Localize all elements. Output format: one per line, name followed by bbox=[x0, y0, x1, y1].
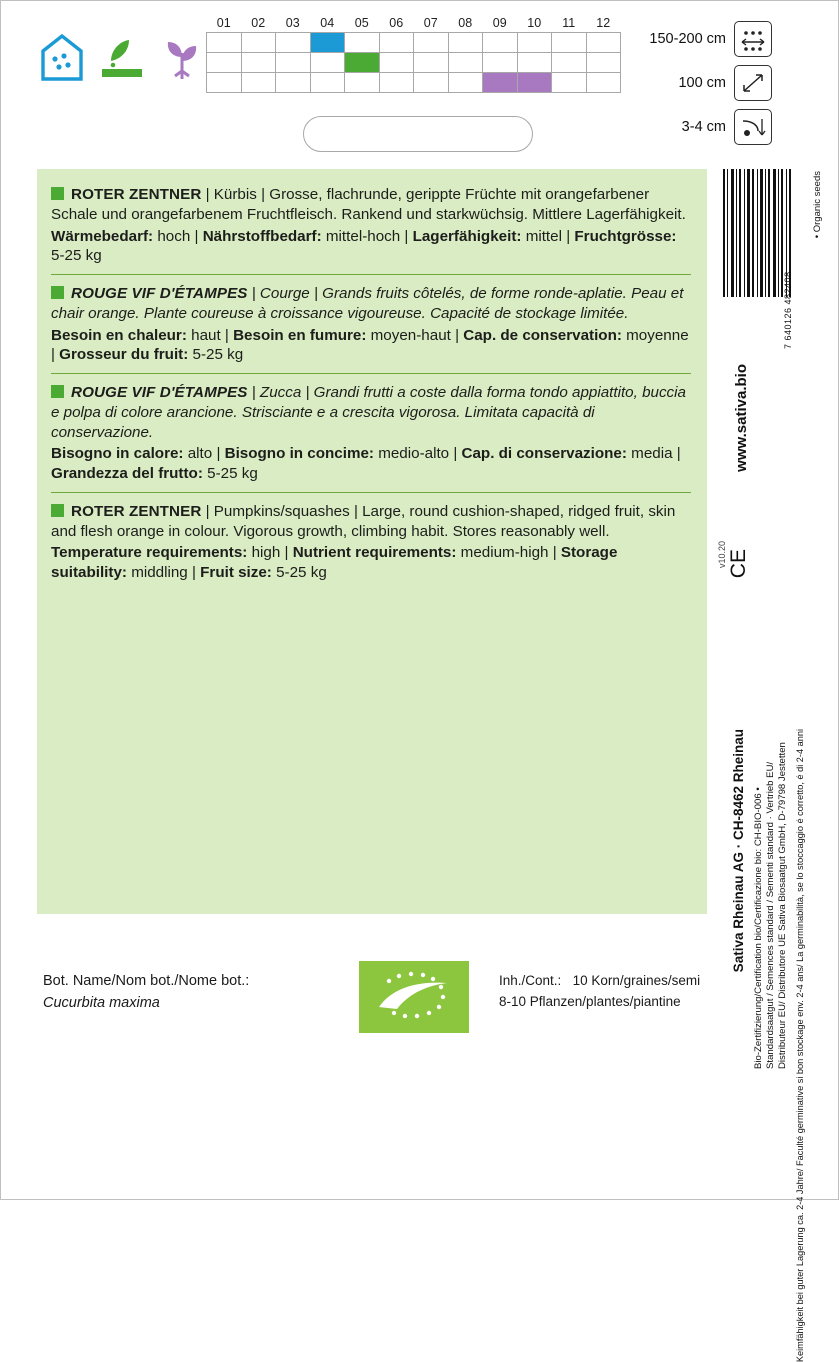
month-label: 11 bbox=[552, 14, 587, 33]
calendar-cell bbox=[483, 33, 518, 53]
calendar-cell bbox=[414, 53, 449, 73]
calendar-cell bbox=[345, 33, 380, 53]
calendar-cell bbox=[207, 33, 242, 53]
fact-label: Temperature requirements: bbox=[51, 544, 248, 562]
blank-label-field bbox=[303, 116, 533, 152]
calendar-header-row bbox=[207, 14, 621, 33]
spacing-label: 100 cm bbox=[678, 75, 726, 91]
fact-label: Wärmebedarf: bbox=[51, 227, 154, 245]
fact-label: Besoin en chaleur: bbox=[51, 326, 187, 344]
fact-label: Cap. de conservation: bbox=[463, 326, 622, 344]
planting-icon bbox=[159, 31, 205, 88]
fact-value: 5-25 kg bbox=[51, 247, 102, 265]
month-label: 04 bbox=[310, 14, 345, 33]
fact-value: moyen-haut bbox=[370, 326, 451, 344]
content-info bbox=[499, 971, 700, 1013]
calendar-cell bbox=[310, 73, 345, 93]
calendar-cell bbox=[517, 53, 552, 73]
description-text: Grands fruits côtelés, de forme ronde-aplatie. Peau et chair orange. Plante coureuse à croissance vigoureuse. Capacité de stockage limitée. bbox=[51, 285, 684, 322]
website-link[interactable]: www.sativa.bio bbox=[733, 364, 750, 472]
botanical-name-label: Bot. Name/Nom bot./Nome bot.: bbox=[43, 973, 250, 989]
spacing-row-row-distance bbox=[638, 19, 838, 59]
fact-value: media bbox=[631, 445, 673, 463]
greenhouse-sowing-icon bbox=[39, 31, 85, 88]
fact-value: hoch bbox=[157, 227, 191, 245]
fact-value: moyenne bbox=[626, 326, 689, 344]
variety-description: ROTER ZENTNER | Pumpkins/squashes | Large, round cushion-shaped, ridged fruit, skin and flesh orange in colour. Vigorous growth, climbing habit. Stores reasonably well. bbox=[51, 502, 676, 540]
variety-name: ROTER ZENTNER bbox=[71, 502, 202, 520]
language-block-it bbox=[51, 373, 691, 492]
fact-value: alto bbox=[187, 445, 213, 463]
spacing-row-plant-distance bbox=[638, 63, 838, 103]
calendar-cell bbox=[552, 73, 587, 93]
fact-value: 5-25 kg bbox=[207, 465, 258, 482]
description-text: Grosse, flachrunde, gerippte Früchte mit orangefarbener Schale und orangefarbenem Fruchtfleisch. Rankend und starkwüchsig. Mittlere Lagerfähigkeit. bbox=[51, 186, 686, 223]
calendar-cell bbox=[552, 33, 587, 53]
plant-spacing-icon bbox=[734, 65, 772, 101]
calendar-cell bbox=[517, 33, 552, 53]
calendar-row-harvest bbox=[207, 73, 621, 93]
sowing-depth-icon bbox=[734, 109, 772, 145]
month-label: 10 bbox=[517, 14, 552, 33]
calendar-cell bbox=[586, 53, 621, 73]
calendar-cell-filled bbox=[483, 73, 518, 93]
fact-label: Bisogno in calore: bbox=[51, 445, 184, 463]
fact-value: mittel-hoch bbox=[325, 227, 401, 245]
calendar-cell bbox=[483, 53, 518, 73]
variety-name: ROUGE VIF D'ÉTAMPES bbox=[71, 285, 248, 302]
calendar-cell bbox=[414, 73, 449, 93]
fact-label: Grosseur du fruit: bbox=[59, 346, 189, 364]
variety-name: ROTER ZENTNER bbox=[71, 186, 202, 203]
fact-value: medio-alto bbox=[378, 445, 450, 463]
fact-list: Besoin en chaleur: haut | Besoin en fumure: moyen-haut | Cap. de conservation: moyenne | Grosseur du fruit: 5-25 kg bbox=[51, 326, 689, 364]
barcode-number: 7 640126 482408 bbox=[783, 271, 793, 349]
fact-value: haut bbox=[191, 326, 221, 344]
fact-label: Besoin en fumure: bbox=[233, 326, 367, 344]
calendar-cell-filled bbox=[517, 73, 552, 93]
crop-name: Kürbis bbox=[213, 186, 257, 203]
calendar-cell bbox=[379, 53, 414, 73]
calendar-cell bbox=[586, 33, 621, 53]
month-label: 09 bbox=[483, 14, 518, 33]
fact-value: middling bbox=[131, 564, 188, 581]
calendar-cell bbox=[276, 33, 311, 53]
fact-label: Fruchtgrösse: bbox=[574, 227, 677, 245]
crop-name: Pumpkins/squashes bbox=[213, 502, 350, 520]
calendar-cell bbox=[241, 73, 276, 93]
language-block-en bbox=[51, 492, 691, 591]
fact-label: Lagerfähigkeit: bbox=[412, 227, 522, 245]
calendar-cell bbox=[276, 53, 311, 73]
fact-label: Cap. di conservazione: bbox=[461, 445, 627, 463]
content-value: 10 Korn/graines/semi bbox=[572, 973, 701, 988]
month-label: 02 bbox=[241, 14, 276, 33]
calendar-cell bbox=[345, 73, 380, 93]
calendar-cell bbox=[448, 73, 483, 93]
calendar-cell bbox=[241, 33, 276, 53]
calendar-cell-filled bbox=[310, 33, 345, 53]
calendar-cell bbox=[207, 53, 242, 73]
calendar-cell bbox=[448, 53, 483, 73]
language-block-fr bbox=[51, 274, 691, 373]
calendar-cell bbox=[207, 73, 242, 93]
germination-note: Keimfähigkeit bei guter Lagerung ca. 2-4 Jahre/ Faculté germinative si bon stockage env. 2-4 ans/ La germinabilità, se lo stoccaggio é corretto, é di 2-4 anni bbox=[795, 729, 805, 1362]
bullet-square-icon bbox=[51, 385, 64, 398]
ce-mark: CE bbox=[727, 549, 750, 579]
content-label: Inh./Cont.: bbox=[499, 973, 562, 988]
outdoor-sowing-icon bbox=[99, 31, 145, 88]
eu-organic-leaf-logo bbox=[359, 961, 469, 1033]
fact-value: high bbox=[251, 544, 281, 562]
fact-value: mittel bbox=[525, 227, 562, 245]
month-label: 12 bbox=[586, 14, 621, 33]
version-code: v10.20 bbox=[717, 541, 727, 569]
month-label: 07 bbox=[414, 14, 449, 33]
spacing-row-sowing-depth bbox=[638, 107, 838, 147]
calendar-cell bbox=[414, 33, 449, 53]
variety-description: ROTER ZENTNER | Kürbis | Grosse, flachrunde, gerippte Früchte mit orangefarbener Schale und orangefarbenem Fruchtfleisch. Rankend und starkwüchsig. Mittlere Lagerfähigkeit. bbox=[51, 186, 686, 223]
spacing-label: 150-200 cm bbox=[649, 31, 726, 47]
plants-value: 8-10 Pflanzen/plantes/piantine bbox=[499, 993, 681, 1009]
fact-value: 5-25 kg bbox=[276, 564, 327, 581]
fact-list: Bisogno in calore: alto | Bisogno in concime: medio-alto | Cap. di conservazione: media | Grandezza del frutto: 5-25 kg bbox=[51, 445, 681, 482]
crop-name: Courge bbox=[259, 285, 310, 302]
calendar-row-sow-indoors bbox=[207, 33, 621, 53]
calendar-row-plant-out bbox=[207, 53, 621, 73]
variety-name: ROUGE VIF D'ÉTAMPES bbox=[71, 384, 248, 401]
sowing-method-icons bbox=[39, 31, 205, 88]
variety-description: ROUGE VIF D'ÉTAMPES | Zucca | Grandi frutti a coste dalla forma tondo appiattito, buccia e polpa di colore arancione. Strisciante e a crescita vigorosa. Limitata capacità di conservazione. bbox=[51, 384, 686, 441]
calendar-cell bbox=[276, 73, 311, 93]
spacing-info bbox=[638, 19, 838, 151]
calendar-cell bbox=[379, 73, 414, 93]
fact-value: medium-high bbox=[460, 544, 549, 562]
description-text: Grandi frutti a coste dalla forma tondo appiattito, buccia e polpa di colore arancione. Strisciante e a crescita vigorosa. Limitata capacità di conservazione. bbox=[51, 384, 686, 441]
variety-description: ROUGE VIF D'ÉTAMPES | Courge | Grands fruits côtelés, de forme ronde-aplatie. Peau et chair orange. Plante coureuse à croissance vigoureuse. Capacité de stockage limitée. bbox=[51, 285, 684, 322]
calendar-cell bbox=[379, 33, 414, 53]
side-info-strip bbox=[713, 169, 833, 1362]
language-block-de bbox=[51, 183, 691, 274]
fact-label: Nutrient requirements: bbox=[292, 544, 457, 562]
fact-value: 5-25 kg bbox=[192, 346, 244, 364]
footer-section bbox=[37, 961, 717, 1071]
botanical-name bbox=[43, 971, 249, 1015]
row-spacing-icon bbox=[734, 21, 772, 57]
top-section bbox=[1, 1, 839, 161]
fact-label: Storage suitability: bbox=[51, 544, 618, 581]
calendar-cell bbox=[241, 53, 276, 73]
calendar-cell bbox=[552, 53, 587, 73]
fact-label: Fruit size: bbox=[200, 564, 272, 581]
month-label: 06 bbox=[379, 14, 414, 33]
calendar-cell bbox=[448, 33, 483, 53]
fact-label: Bisogno in concime: bbox=[224, 445, 374, 463]
calendar-cell bbox=[586, 73, 621, 93]
certification-note: Bio-Zertifizierung/Certification bio/Certificazione bio: CH-BIO-006 • Standardsaatgut / Semences standard / Sementi standard · Vertrieb EU/ Distributeur EU/ Distributore UE Sativa Biosaatgut GmbH, D-79798 Jestetten bbox=[753, 742, 788, 1069]
calendar-table bbox=[206, 13, 621, 93]
botanical-name-value: Cucurbita maxima bbox=[43, 994, 160, 1011]
fact-list: Wärmebedarf: hoch | Nährstoffbedarf: mittel-hoch | Lagerfähigkeit: mittel | Fruchtgrösse: 5-25 kg bbox=[51, 227, 677, 265]
fact-label: Grandezza del frutto: bbox=[51, 465, 203, 482]
month-label: 01 bbox=[207, 14, 242, 33]
bullet-square-icon bbox=[51, 286, 64, 299]
month-label: 03 bbox=[276, 14, 311, 33]
calendar-cell bbox=[310, 53, 345, 73]
spacing-label: 3-4 cm bbox=[681, 119, 726, 135]
description-panel bbox=[37, 169, 707, 914]
fact-list: Temperature requirements: high | Nutrient requirements: medium-high | Storage suitability: middling | Fruit size: 5-25 kg bbox=[51, 544, 618, 581]
fact-label: Nährstoffbedarf: bbox=[202, 227, 322, 245]
month-label: 05 bbox=[345, 14, 380, 33]
sowing-calendar bbox=[206, 13, 621, 93]
description-text: Large, round cushion-shaped, ridged fruit, skin and flesh orange in colour. Vigorous growth, climbing habit. Stores reasonably well. bbox=[51, 502, 676, 540]
bullet-square-icon bbox=[51, 504, 64, 517]
bullet-square-icon bbox=[51, 187, 64, 200]
crop-name: Zucca bbox=[259, 384, 302, 401]
company-address: Sativa Rheinau AG · CH-8462 Rheinau bbox=[731, 729, 746, 973]
organic-seeds-note: • Organic seeds bbox=[812, 171, 823, 239]
month-label: 08 bbox=[448, 14, 483, 33]
calendar-cell-filled bbox=[345, 53, 380, 73]
